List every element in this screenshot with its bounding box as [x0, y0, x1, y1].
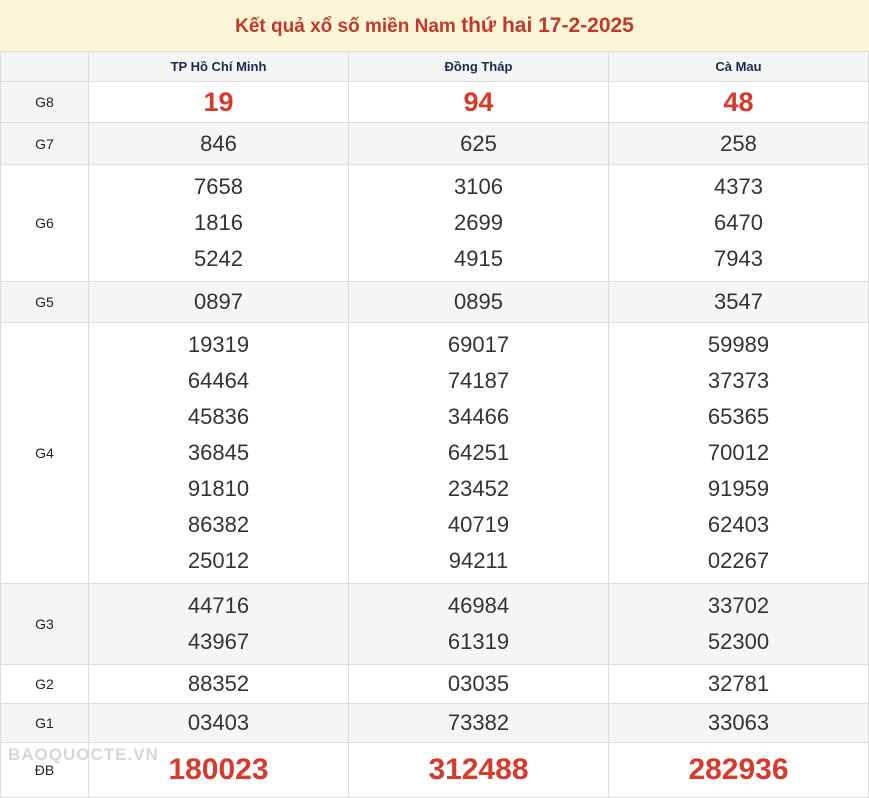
prize-label: G2 — [1, 665, 89, 704]
prize-value: 74187 — [447, 368, 510, 393]
prize-value: 2699 — [454, 210, 503, 235]
prize-value: 36845 — [187, 440, 250, 465]
header-province-3: Cà Mau — [609, 52, 869, 82]
header-province-1: TP Hồ Chí Minh — [89, 52, 349, 82]
table-row — [1, 82, 869, 123]
prize-value: 846 — [89, 123, 349, 165]
prize-value: 64464 — [187, 368, 250, 393]
prize-label: G4 — [1, 323, 89, 584]
prize-value-group — [609, 165, 869, 282]
prize-value: 64251 — [447, 440, 510, 465]
prize-value: 34466 — [447, 404, 510, 429]
prize-label: ĐB — [1, 743, 89, 798]
prize-value: 0895 — [349, 282, 609, 323]
prize-value: 312488 — [349, 743, 609, 798]
page-title — [235, 14, 634, 38]
watermark: BAOQUOCTE.VN — [8, 745, 159, 764]
table-row — [1, 123, 869, 165]
prize-value: 48 — [609, 82, 869, 123]
prize-value-group — [609, 323, 869, 584]
header-province-2: Đồng Tháp — [349, 52, 609, 82]
prize-value: 7943 — [714, 246, 763, 271]
prize-value: 70012 — [707, 440, 770, 465]
table-header-row — [1, 52, 869, 82]
prize-value: 3547 — [609, 282, 869, 323]
prize-value: 7658 — [194, 174, 243, 199]
prize-value: 94 — [349, 82, 609, 123]
prize-value: 62403 — [707, 512, 770, 537]
prize-label: G6 — [1, 165, 89, 282]
prize-value: 91810 — [187, 476, 250, 501]
prize-value: 43967 — [187, 629, 250, 654]
prize-label: G8 — [1, 82, 89, 123]
table-row — [1, 665, 869, 704]
prize-value: 5242 — [194, 246, 243, 271]
prize-value: 91959 — [707, 476, 770, 501]
prize-value: 33702 — [707, 593, 770, 618]
prize-value: 0897 — [89, 282, 349, 323]
prize-value: 625 — [349, 123, 609, 165]
prize-value: 4915 — [454, 246, 503, 271]
table-row — [1, 743, 869, 798]
table-row — [1, 323, 869, 584]
prize-value-group — [609, 584, 869, 665]
table-row — [1, 584, 869, 665]
prize-value: 23452 — [447, 476, 510, 501]
table-row — [1, 282, 869, 323]
prize-value-group — [89, 323, 349, 584]
prize-value: 40719 — [447, 512, 510, 537]
prize-label: G1 — [1, 704, 89, 743]
prize-value: 44716 — [187, 593, 250, 618]
prize-value-group — [89, 584, 349, 665]
prize-value: 25012 — [187, 548, 250, 573]
prize-value: 02267 — [707, 548, 770, 573]
prize-value: 69017 — [447, 332, 510, 357]
prize-value-group — [349, 165, 609, 282]
prize-value: 88352 — [89, 665, 349, 704]
prize-value: 86382 — [187, 512, 250, 537]
prize-value: 33063 — [609, 704, 869, 743]
prize-value: 03035 — [349, 665, 609, 704]
prize-value: 3106 — [454, 174, 503, 199]
prize-value: 65365 — [707, 404, 770, 429]
prize-value: 52300 — [707, 629, 770, 654]
prize-value: 46984 — [447, 593, 510, 618]
prize-value: 73382 — [349, 704, 609, 743]
page-title-main: Kết quả xổ số miền Nam — [235, 15, 456, 37]
page-title-bar — [0, 0, 869, 51]
prize-label: G7 — [1, 123, 89, 165]
header-corner — [1, 52, 89, 82]
prize-value: 45836 — [187, 404, 250, 429]
prize-value: 94211 — [448, 548, 509, 573]
prize-value: 4373 — [714, 174, 763, 199]
table-row — [1, 704, 869, 743]
prize-value: 37373 — [707, 368, 770, 393]
prize-value: 6470 — [714, 210, 763, 235]
prize-label: G5 — [1, 282, 89, 323]
prize-value: 19319 — [187, 332, 250, 357]
prize-value: 258 — [609, 123, 869, 165]
prize-value: 282936 — [609, 743, 869, 798]
results-table — [0, 51, 869, 798]
prize-value: 180023 — [89, 743, 349, 798]
prize-value: 32781 — [609, 665, 869, 704]
prize-value: 03403 — [89, 704, 349, 743]
prize-value: 61319 — [447, 629, 510, 654]
table-row — [1, 165, 869, 282]
prize-value-group — [89, 165, 349, 282]
prize-value: 19 — [89, 82, 349, 123]
prize-value: 1816 — [194, 210, 243, 235]
page-title-date: thứ hai 17-2-2025 — [461, 13, 634, 37]
prize-label: G3 — [1, 584, 89, 665]
prize-value-group — [349, 323, 609, 584]
prize-value-group — [349, 584, 609, 665]
prize-value: 59989 — [707, 332, 770, 357]
